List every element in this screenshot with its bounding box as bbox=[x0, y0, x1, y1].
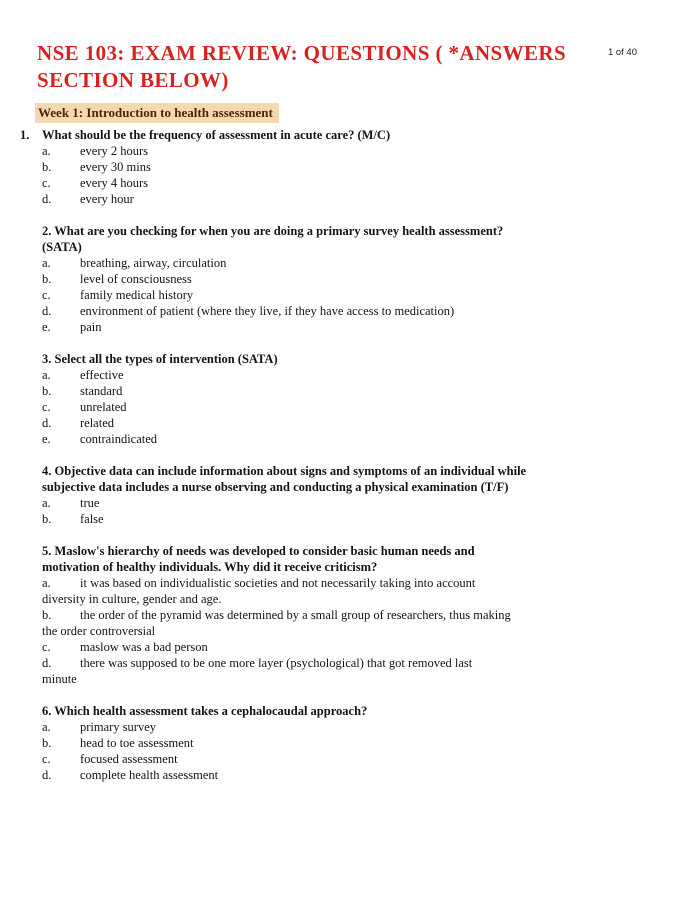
option-letter: c. bbox=[42, 640, 51, 654]
option-text: primary survey bbox=[80, 720, 157, 734]
option-text: head to toe assessment bbox=[80, 736, 194, 750]
option-letter: d. bbox=[42, 304, 52, 318]
question-block bbox=[42, 703, 652, 783]
option-text: family medical history bbox=[80, 288, 194, 302]
option-text-continuation: the order controversial bbox=[42, 624, 156, 638]
document-page bbox=[0, 40, 680, 783]
option-text: environment of patient (where they live, if they have access to medication) bbox=[80, 304, 455, 318]
option-text: complete health assessment bbox=[80, 768, 219, 782]
option-letter: d. bbox=[42, 768, 52, 782]
option-text-continuation: minute bbox=[42, 672, 77, 686]
option-text: unrelated bbox=[80, 400, 127, 414]
question-text-line: motivation of healthy individuals. Why did it receive criticism? bbox=[42, 560, 378, 574]
option-row bbox=[42, 191, 652, 207]
option-row bbox=[42, 303, 652, 319]
document-title-line: NSE 103: EXAM REVIEW: QUESTIONS ( *ANSWERS bbox=[37, 41, 567, 65]
question-text-line: subjective data includes a nurse observing and conducting a physical examination (T/F) bbox=[42, 480, 509, 494]
option-letter: d. bbox=[42, 416, 52, 430]
option-letter: b. bbox=[42, 512, 52, 526]
questions-list bbox=[20, 127, 652, 783]
option-text: the order of the pyramid was determined by a small group of researchers, thus making bbox=[80, 608, 511, 622]
option-row bbox=[42, 255, 652, 271]
option-row bbox=[42, 287, 652, 303]
question-text-line: 5. Maslow's hierarchy of needs was developed to consider basic human needs and bbox=[42, 544, 475, 558]
document-title bbox=[37, 40, 642, 94]
option-letter: a. bbox=[42, 576, 51, 590]
option-letter: d. bbox=[42, 656, 52, 670]
question-block bbox=[42, 463, 652, 527]
option-row bbox=[42, 159, 652, 175]
option-row bbox=[42, 735, 652, 751]
option-letter: a. bbox=[42, 368, 51, 382]
option-letter: b. bbox=[42, 608, 52, 622]
option-row bbox=[42, 271, 652, 287]
question-block bbox=[20, 127, 652, 207]
section-heading: Week 1: Introduction to health assessment bbox=[35, 103, 279, 123]
option-text: contraindicated bbox=[80, 432, 158, 446]
page-number: 1 of 40 bbox=[607, 47, 637, 58]
option-text: level of consciousness bbox=[80, 272, 192, 286]
question-text-line bbox=[20, 127, 652, 143]
option-text-continuation: diversity in culture, gender and age. bbox=[42, 592, 222, 606]
option-text: every 2 hours bbox=[80, 144, 149, 158]
question-block bbox=[42, 543, 652, 687]
question-text-line: 3. Select all the types of intervention (SATA) bbox=[42, 352, 278, 366]
option-row bbox=[42, 383, 652, 399]
option-letter: a. bbox=[42, 144, 51, 158]
option-text: standard bbox=[80, 384, 123, 398]
option-row bbox=[42, 175, 652, 191]
question-text-line: (SATA) bbox=[42, 240, 82, 254]
option-row bbox=[42, 655, 652, 671]
option-text: breathing, airway, circulation bbox=[80, 256, 227, 270]
option-row bbox=[42, 415, 652, 431]
option-letter: c. bbox=[42, 752, 51, 766]
option-text: false bbox=[80, 512, 104, 526]
option-letter: c. bbox=[42, 400, 51, 414]
option-text: related bbox=[80, 416, 115, 430]
option-letter: c. bbox=[42, 176, 51, 190]
option-letter: c. bbox=[42, 288, 51, 302]
option-text: true bbox=[80, 496, 100, 510]
question-text: What should be the frequency of assessment in acute care? (M/C) bbox=[42, 128, 391, 142]
option-letter: e. bbox=[42, 432, 51, 446]
option-row bbox=[42, 751, 652, 767]
question-text-line: 6. Which health assessment takes a cephalocaudal approach? bbox=[42, 704, 368, 718]
option-letter: a. bbox=[42, 720, 51, 734]
option-row bbox=[42, 495, 652, 511]
option-row bbox=[42, 319, 652, 335]
question-text-line: 4. Objective data can include information about signs and symptoms of an individual while bbox=[42, 464, 527, 478]
option-text: every hour bbox=[80, 192, 134, 206]
option-letter: a. bbox=[42, 256, 51, 270]
option-letter: b. bbox=[42, 272, 52, 286]
option-text: it was based on individualistic societies and not necessarily taking into account bbox=[80, 576, 476, 590]
question-number: 1. bbox=[20, 128, 30, 142]
option-row bbox=[42, 767, 652, 783]
option-row bbox=[42, 607, 652, 623]
document-title-line: SECTION BELOW) bbox=[37, 68, 229, 92]
option-row bbox=[42, 399, 652, 415]
option-text: pain bbox=[80, 320, 102, 334]
option-text: every 4 hours bbox=[80, 176, 149, 190]
option-letter: b. bbox=[42, 384, 52, 398]
option-letter: b. bbox=[42, 160, 52, 174]
option-row bbox=[42, 639, 652, 655]
question-block bbox=[42, 223, 652, 335]
option-text: effective bbox=[80, 368, 124, 382]
option-letter: e. bbox=[42, 320, 51, 334]
option-row bbox=[42, 367, 652, 383]
option-row bbox=[42, 431, 652, 447]
option-letter: d. bbox=[42, 192, 52, 206]
option-text: focused assessment bbox=[80, 752, 178, 766]
question-block bbox=[42, 351, 652, 447]
question-text-line: 2. What are you checking for when you are doing a primary survey health assessment? bbox=[42, 224, 504, 238]
option-letter: b. bbox=[42, 736, 52, 750]
option-row bbox=[42, 511, 652, 527]
option-letter: a. bbox=[42, 496, 51, 510]
option-row bbox=[42, 719, 652, 735]
option-text: there was supposed to be one more layer (psychological) that got removed last bbox=[80, 656, 473, 670]
option-row bbox=[42, 575, 652, 591]
option-text: maslow was a bad person bbox=[80, 640, 208, 654]
option-text: every 30 mins bbox=[80, 160, 151, 174]
option-row bbox=[42, 143, 652, 159]
